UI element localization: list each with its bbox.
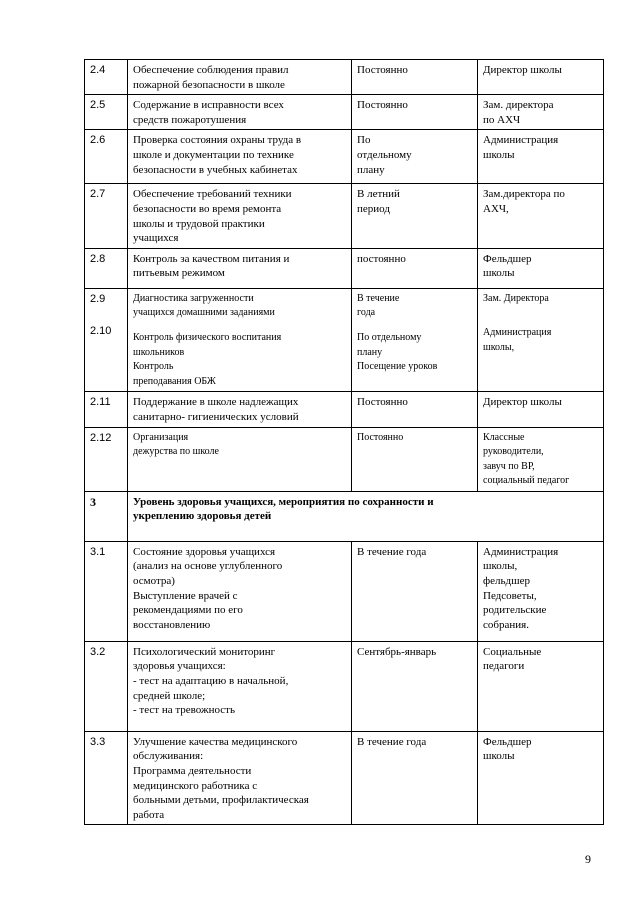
cell-line: педагоги: [483, 660, 525, 673]
cell-line: период: [357, 202, 390, 215]
term-cell: [352, 248, 478, 288]
cell-line: 2.5: [90, 99, 106, 112]
cell-line: Администрация: [483, 134, 559, 147]
cell-line: постоянно: [357, 252, 406, 265]
cell-line: 2.11: [90, 396, 111, 409]
term-cell: [352, 641, 478, 731]
section-row: [85, 491, 604, 541]
page-number: 9: [585, 852, 591, 866]
cell-line: Обеспечение требований техники: [133, 188, 292, 201]
cell-line: 2.6: [90, 134, 106, 147]
term-cell: [352, 184, 478, 248]
cell-line: Контроль физического воспитания: [133, 331, 282, 343]
cell-line: учащихся: [133, 232, 179, 245]
cell-line: Посещение уроков: [357, 361, 438, 373]
cell-line: питьевым режимом: [133, 267, 225, 280]
row-number: [85, 641, 128, 731]
cell-line: 2.12: [90, 431, 112, 444]
cell-line: Зам. директора: [483, 99, 554, 112]
row-number: [85, 184, 128, 248]
measure-cell: [128, 641, 352, 731]
cell-line: Контроль за качеством питания и: [133, 252, 290, 265]
cell-line: дежурства по школе: [133, 446, 219, 458]
cell-line: по АХЧ: [483, 113, 521, 126]
cell-line: школьников: [133, 346, 185, 358]
cell-gap: [357, 321, 473, 331]
cell-line: 2.4: [90, 64, 106, 76]
responsible-cell: [478, 95, 604, 130]
cell-line: работа: [133, 808, 165, 821]
cell-line: Выступление врачей с: [133, 589, 238, 602]
cell-line: Постоянно: [357, 99, 408, 112]
responsible-cell: [478, 288, 604, 392]
cell-line: обслуживания:: [133, 750, 204, 763]
cell-line: школы: [483, 267, 515, 280]
table-row: [85, 541, 604, 641]
cell-line: В летний: [357, 188, 400, 201]
cell-line: плану: [357, 163, 385, 176]
cell-line: Проверка состояния охраны труда в: [133, 134, 302, 147]
cell-line: Директор школы: [483, 64, 562, 76]
cell-line: родительские: [483, 604, 547, 617]
cell-line: Улучшение качества медицинского: [133, 735, 298, 748]
cell-line: санитарно- гигиенических условий: [133, 410, 299, 423]
cell-line: школе и документации по технике: [133, 148, 294, 161]
cell-gap: [133, 321, 347, 331]
cell-line: В течение: [357, 292, 400, 304]
term-cell: [352, 427, 478, 491]
cell-line: Администрация: [483, 545, 559, 558]
cell-line: Состояние здоровья учащихся: [133, 545, 276, 558]
cell-line: социальный педагог: [483, 475, 570, 487]
cell-line: Социальные: [483, 645, 542, 658]
cell-line: школы и трудовой практики: [133, 217, 265, 230]
cell-line: средств пожаротушения: [133, 113, 247, 126]
measure-cell: [128, 392, 352, 427]
cell-line: Классные: [483, 431, 525, 443]
term-cell: [352, 392, 478, 427]
row-number-secondary: 2.10: [90, 325, 112, 338]
measure-cell: [128, 130, 352, 184]
responsible-cell: [478, 541, 604, 641]
table-row: [85, 184, 604, 248]
cell-line: 3.2: [90, 645, 106, 658]
table-row: [85, 641, 604, 731]
cell-line: фельдшер: [483, 575, 530, 588]
section-title: [128, 491, 604, 541]
cell-line: - тест на тревожность: [133, 704, 235, 717]
responsible-cell: [478, 184, 604, 248]
measure-cell: [128, 427, 352, 491]
cell-line: года: [357, 307, 376, 319]
cell-line: завуч по ВР,: [483, 460, 535, 472]
measure-cell: [128, 541, 352, 641]
cell-line: школы,: [483, 341, 515, 353]
cell-line: Обеспечение соблюдения правил: [133, 64, 289, 76]
term-cell: [352, 60, 478, 95]
cell-line: Контроль: [133, 361, 174, 373]
plan-table-body: [85, 60, 604, 825]
table-row: [85, 95, 604, 130]
cell-gap: [483, 316, 599, 326]
cell-line: Постоянно: [357, 431, 404, 443]
cell-line: По: [357, 134, 371, 147]
cell-line: преподавания ОБЖ: [133, 375, 216, 387]
measure-cell: [128, 184, 352, 248]
cell-line: Педсоветы,: [483, 589, 537, 602]
cell-line: Фельдшер: [483, 252, 532, 265]
responsible-cell: [478, 427, 604, 491]
cell-line: Поддержание в школе надлежащих: [133, 396, 299, 409]
row-number: [85, 392, 128, 427]
table-row: [85, 60, 604, 95]
measure-cell: [128, 288, 352, 392]
cell-line: средней школе;: [133, 689, 206, 702]
table-row: [85, 248, 604, 288]
cell-line: собрания.: [483, 618, 529, 631]
responsible-cell: [478, 641, 604, 731]
cell-line: руководители,: [483, 446, 544, 458]
cell-line: школы,: [483, 560, 518, 573]
cell-line: Содержание в исправности всех: [133, 99, 284, 112]
row-number: [85, 427, 128, 491]
cell-line: школы: [483, 148, 515, 161]
row-number: [85, 130, 128, 184]
cell-line: Постоянно: [357, 64, 408, 76]
table-row: [85, 392, 604, 427]
cell-line: Организация: [133, 431, 189, 443]
cell-line: Диагностика загруженности: [133, 292, 254, 304]
cell-gap: [90, 306, 123, 324]
cell-line: Сентябрь-январь: [357, 645, 437, 658]
cell-line: 3.1: [90, 545, 106, 558]
responsible-cell: [478, 248, 604, 288]
cell-line: больными детьми, профилактическая: [133, 794, 309, 807]
responsible-cell: [478, 731, 604, 825]
cell-line: - тест на адаптацию в начальной,: [133, 675, 289, 688]
cell-line: здоровья учащихся:: [133, 660, 226, 673]
cell-line: В течение года: [357, 735, 427, 748]
cell-line: Программа деятельности: [133, 765, 252, 778]
cell-line: безопасности во время ремонта: [133, 202, 282, 215]
cell-line: Уровень здоровья учащихся, мероприятия по сохранности и: [133, 495, 434, 508]
term-cell: [352, 130, 478, 184]
cell-line: школы: [483, 750, 515, 763]
cell-line: (анализ на основе углубленного: [133, 560, 283, 573]
responsible-cell: [478, 392, 604, 427]
table-row: [85, 731, 604, 825]
responsible-cell: [478, 60, 604, 95]
measure-cell: [128, 95, 352, 130]
cell-line: осмотра): [133, 575, 175, 588]
row-number: [85, 60, 128, 95]
table-row: [85, 288, 604, 392]
cell-line: учащихся домашними заданиями: [133, 307, 275, 319]
term-cell: [352, 541, 478, 641]
cell-line: 2.8: [90, 252, 106, 265]
cell-line: восстановлению: [133, 618, 211, 631]
term-cell: [352, 95, 478, 130]
row-number: [85, 288, 128, 392]
cell-line: медицинского работника с: [133, 779, 258, 792]
cell-line: Зам. Директора: [483, 292, 549, 304]
cell-line: По отдельному: [357, 331, 422, 343]
term-cell: [352, 731, 478, 825]
cell-line: рекомендациями по его: [133, 604, 243, 617]
cell-line: Зам.директора по: [483, 188, 565, 201]
row-number: [85, 731, 128, 825]
cell-line: отдельному: [357, 148, 412, 161]
cell-line: плану: [357, 346, 383, 358]
row-number: [85, 248, 128, 288]
cell-line: 3: [90, 494, 96, 509]
table-row: [85, 130, 604, 184]
cell-line: 3.3: [90, 735, 106, 748]
section-number: [85, 491, 128, 541]
cell-line: безопасности в учебных кабинетах: [133, 163, 298, 176]
measure-cell: [128, 731, 352, 825]
cell-line: укреплению здоровья детей: [133, 510, 272, 523]
cell-line: Психологический мониторинг: [133, 645, 276, 658]
table-row: [85, 427, 604, 491]
cell-line: Администрация: [483, 327, 552, 339]
plan-table: [84, 59, 604, 825]
term-cell: [352, 288, 478, 392]
cell-line: 2.9: [90, 292, 106, 305]
cell-line: Фельдшер: [483, 735, 532, 748]
measure-cell: [128, 60, 352, 95]
cell-line: В течение года: [357, 545, 427, 558]
cell-line: 2.7: [90, 188, 106, 201]
responsible-cell: [478, 130, 604, 184]
cell-line: Директор школы: [483, 396, 562, 409]
measure-cell: [128, 248, 352, 288]
cell-line: Постоянно: [357, 396, 408, 409]
row-number: [85, 541, 128, 641]
cell-gap: [483, 306, 599, 316]
cell-line: пожарной безопасности в школе: [133, 78, 285, 91]
row-number: [85, 95, 128, 130]
cell-line: АХЧ,: [483, 202, 509, 215]
